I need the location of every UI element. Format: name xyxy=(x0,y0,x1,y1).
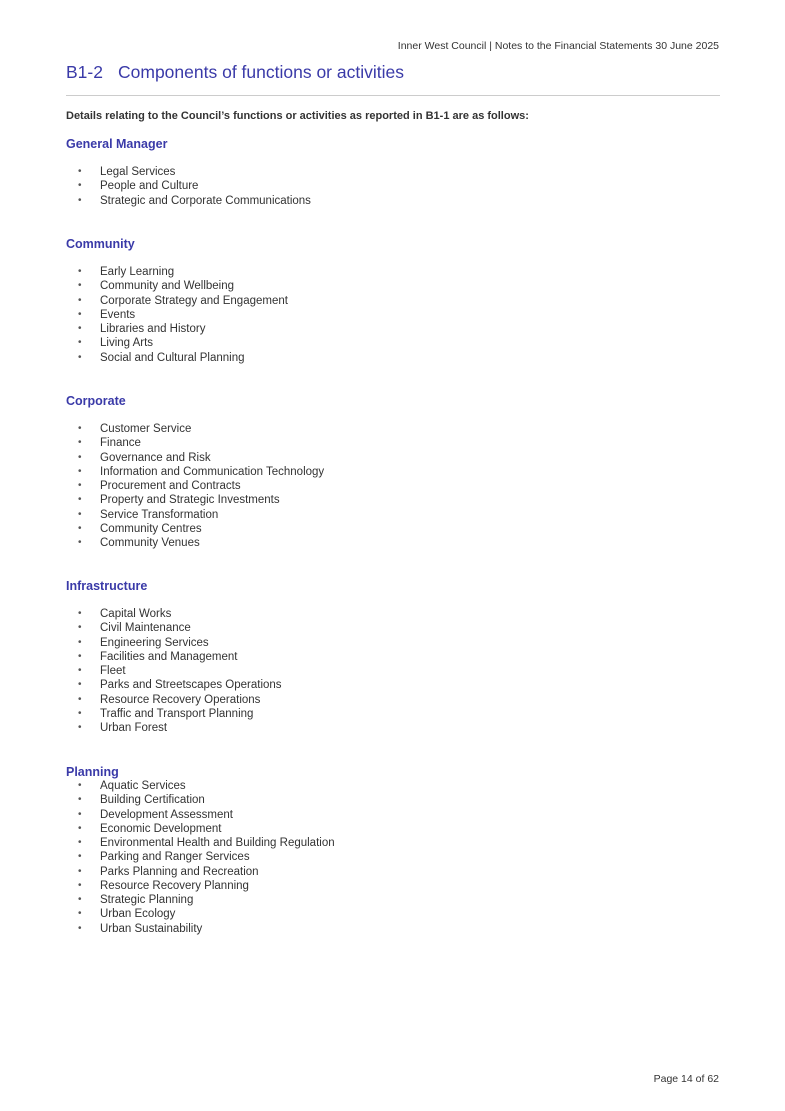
bullet: • xyxy=(78,879,82,891)
bullet: • xyxy=(78,537,82,548)
list-item xyxy=(78,664,282,678)
list-item-label: Engineering Services xyxy=(100,636,209,649)
list-item-label: Urban Forest xyxy=(100,722,168,734)
list-item xyxy=(78,336,288,350)
list-item-label: Capital Works xyxy=(100,608,172,620)
list-item-label: Urban Sustainability xyxy=(100,922,203,935)
bullet: • xyxy=(78,423,82,434)
list-item xyxy=(78,422,324,436)
bullet: • xyxy=(78,480,82,491)
bullet: • xyxy=(78,323,82,334)
bullet: • xyxy=(78,508,82,520)
list-item xyxy=(78,279,288,293)
bullet: • xyxy=(78,494,82,506)
bullet: • xyxy=(78,808,82,820)
list-item-label: Economic Development xyxy=(100,822,222,835)
list-item xyxy=(78,779,335,793)
list-item-label: Community and Wellbeing xyxy=(100,280,235,293)
list-general-manager xyxy=(78,165,311,208)
list-item-label: Facilities and Management xyxy=(100,650,238,663)
list-item-label: Early Learning xyxy=(100,266,175,278)
list-item xyxy=(78,922,335,936)
list-item xyxy=(78,522,324,536)
bullet: • xyxy=(78,280,82,292)
list-item xyxy=(78,893,335,907)
list-item-label: Corporate Strategy and Engagement xyxy=(100,294,288,307)
page-number: Page 14 of 62 xyxy=(653,1073,719,1085)
bullet: • xyxy=(78,166,82,177)
bullet: • xyxy=(78,837,82,848)
list-item-label: Service Transformation xyxy=(100,508,219,521)
bullet: • xyxy=(78,636,82,648)
list-item-label: Strategic and Corporate Communications xyxy=(100,194,311,207)
list-item-label: Strategic Planning xyxy=(100,894,194,906)
list-item-label: Development Assessment xyxy=(100,808,233,821)
section-heading-corporate: Corporate xyxy=(66,394,126,408)
list-item xyxy=(78,322,288,336)
list-item xyxy=(78,508,324,522)
list-item-label: Environmental Health and Building Regulation xyxy=(100,837,335,849)
list-item xyxy=(78,351,288,365)
running-header: Inner West Council | Notes to the Financial Statements 30 June 2025 xyxy=(397,40,719,52)
list-item-label: Information and Communication Technology xyxy=(100,465,325,478)
bullet: • xyxy=(78,351,82,363)
list-item xyxy=(78,636,282,650)
list-item-label: Parks Planning and Recreation xyxy=(100,865,259,878)
list-item xyxy=(78,678,282,692)
list-item xyxy=(78,793,335,807)
list-infrastructure xyxy=(78,607,282,735)
bullet: • xyxy=(78,522,82,534)
list-item-label: Property and Strategic Investments xyxy=(100,494,280,507)
list-item xyxy=(78,194,311,208)
bullet: • xyxy=(78,650,82,662)
bullet: • xyxy=(78,194,82,206)
list-item xyxy=(78,607,282,621)
bullet: • xyxy=(78,865,82,877)
bullet: • xyxy=(78,922,82,934)
list-item-label: Parks and Streetscapes Operations xyxy=(100,679,282,692)
bullet: • xyxy=(78,337,82,349)
bullet: • xyxy=(78,894,82,905)
list-item xyxy=(78,721,282,735)
list-item-label: Aquatic Services xyxy=(100,780,186,792)
bullet: • xyxy=(78,780,82,791)
bullet: • xyxy=(78,722,82,733)
bullet: • xyxy=(78,908,82,920)
list-item-label: Customer Service xyxy=(100,423,192,435)
title-divider xyxy=(66,95,720,96)
bullet: • xyxy=(78,308,82,320)
bullet: • xyxy=(78,822,82,834)
bullet: • xyxy=(78,679,82,691)
bullet: • xyxy=(78,794,82,806)
bullet: • xyxy=(78,665,82,676)
list-planning xyxy=(78,779,335,936)
bullet: • xyxy=(78,608,82,619)
list-item xyxy=(78,808,335,822)
section-heading-community: Community xyxy=(66,237,135,251)
list-item-label: Libraries and History xyxy=(100,323,206,335)
list-item-label: Governance and Risk xyxy=(100,451,211,464)
bullet: • xyxy=(78,693,82,705)
list-item xyxy=(78,479,324,493)
list-item xyxy=(78,294,288,308)
list-item xyxy=(78,822,335,836)
list-community xyxy=(78,265,288,365)
list-item-label: Fleet xyxy=(100,665,126,677)
list-item xyxy=(78,179,311,193)
list-item xyxy=(78,465,324,479)
list-item xyxy=(78,308,288,322)
list-item xyxy=(78,165,311,179)
page-title xyxy=(66,62,404,83)
intro-text: Details relating to the Council’s functions or activities as reported in B1-1 are as follows: xyxy=(66,110,529,122)
list-item-label: People and Culture xyxy=(100,180,199,193)
list-item-label: Traffic and Transport Planning xyxy=(100,707,254,720)
list-corporate xyxy=(78,422,324,550)
list-item-label: Urban Ecology xyxy=(100,908,176,921)
bullet: • xyxy=(78,294,82,306)
list-item-label: Finance xyxy=(100,437,141,450)
bullet: • xyxy=(78,180,82,192)
bullet: • xyxy=(78,266,82,277)
list-item-label: Community Centres xyxy=(100,522,202,535)
list-item xyxy=(78,451,324,465)
list-item-label: Social and Cultural Planning xyxy=(100,351,245,364)
list-item-label: Civil Maintenance xyxy=(100,622,191,635)
section-heading-general-manager: General Manager xyxy=(66,137,168,151)
list-item-label: Parking and Ranger Services xyxy=(100,851,250,864)
list-item-label: Resource Recovery Planning xyxy=(100,879,249,892)
bullet: • xyxy=(78,437,82,449)
bullet: • xyxy=(78,707,82,719)
list-item-label: Building Certification xyxy=(100,794,205,807)
section-title: Components of functions or activities xyxy=(118,62,404,82)
list-item-label: Living Arts xyxy=(100,337,154,350)
bullet: • xyxy=(78,465,82,477)
list-item-label: Events xyxy=(100,308,136,321)
list-item-label: Resource Recovery Operations xyxy=(100,693,261,706)
list-item xyxy=(78,865,335,879)
list-item xyxy=(78,707,282,721)
list-item xyxy=(78,650,282,664)
bullet: • xyxy=(78,451,82,463)
list-item xyxy=(78,907,335,921)
list-item xyxy=(78,493,324,507)
list-item-label: Legal Services xyxy=(100,166,176,178)
section-heading-planning: Planning xyxy=(66,765,119,779)
list-item xyxy=(78,879,335,893)
list-item xyxy=(78,850,335,864)
list-item-label: Procurement and Contracts xyxy=(100,480,241,492)
list-item xyxy=(78,836,335,850)
list-item xyxy=(78,693,282,707)
list-item xyxy=(78,436,324,450)
section-number: B1-2 xyxy=(66,62,103,82)
bullet: • xyxy=(78,851,82,863)
bullet: • xyxy=(78,622,82,634)
list-item xyxy=(78,265,288,279)
list-item xyxy=(78,536,324,550)
list-item-label: Community Venues xyxy=(100,537,200,549)
section-heading-infrastructure: Infrastructure xyxy=(66,579,148,593)
list-item xyxy=(78,621,282,635)
